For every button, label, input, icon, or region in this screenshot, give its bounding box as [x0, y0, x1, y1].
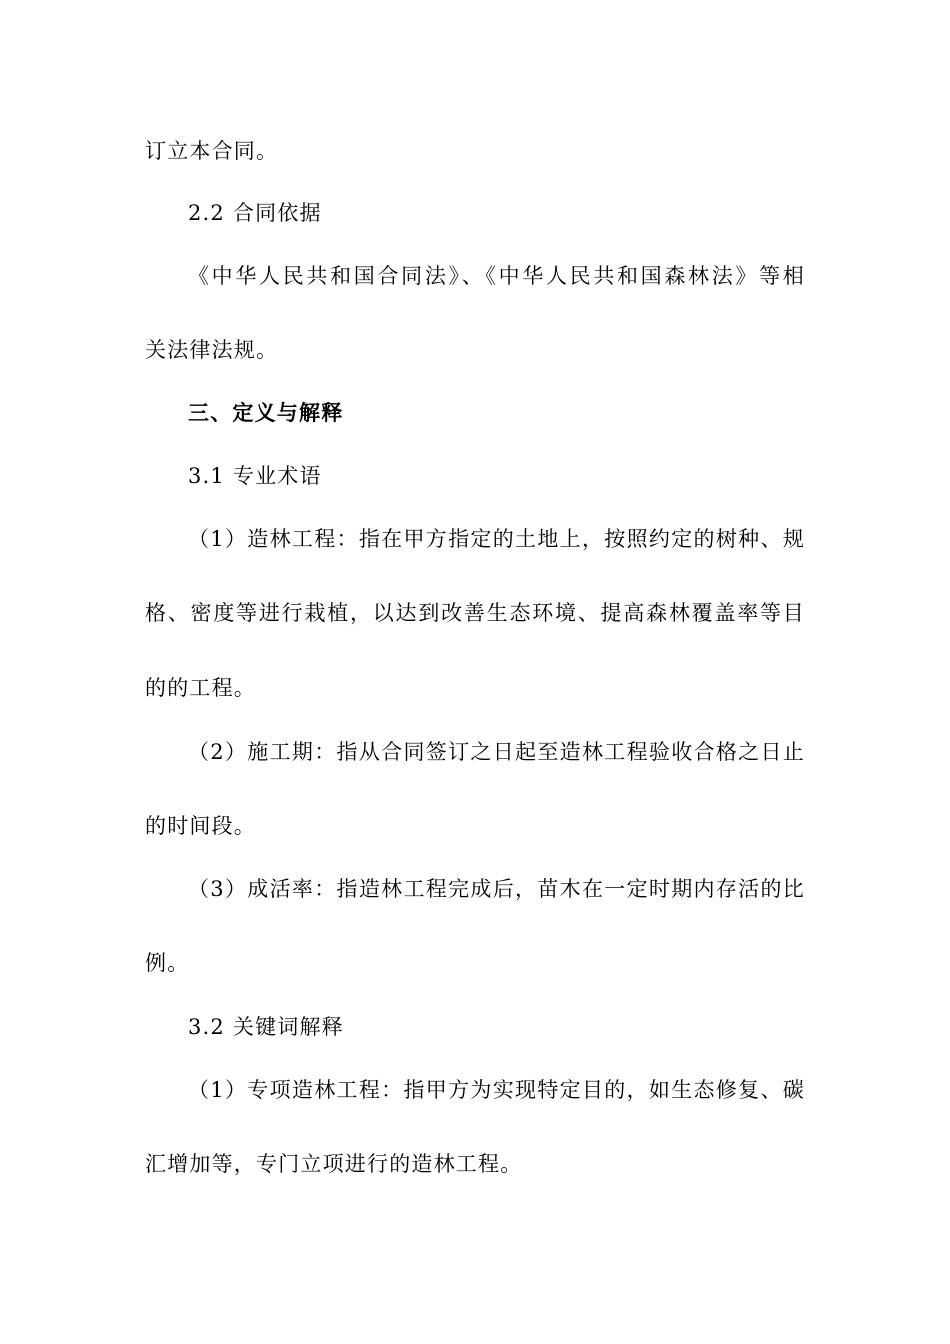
section-heading-3-1: 3.1 专业术语 [188, 464, 322, 488]
chapter-heading: 三、定义与解释 [188, 400, 344, 425]
paragraph-line: （3）成活率：指造林工程完成后，苗木在一定时期内存活的比 [188, 877, 805, 901]
paragraph-line: 《中华人民共和国合同法》、《中华人民共和国森林法》等相 [188, 264, 805, 288]
paragraph-line: （1）专项造林工程：指甲方为实现特定目的，如生态修复、碳 [188, 1078, 805, 1102]
paragraph-line: （2）施工期：指从合同签订之日起至造林工程验收合格之日止 [188, 740, 805, 764]
paragraph-line: 的的工程。 [145, 676, 256, 700]
section-heading-3-2: 3.2 关键词解释 [188, 1015, 344, 1039]
paragraph-line: 格、密度等进行栽植，以达到改善生态环境、提高森林覆盖率等目 [145, 601, 805, 625]
paragraph-line: 汇增加等，专门立项进行的造林工程。 [145, 1152, 523, 1176]
paragraph-line: 关法律法规。 [145, 338, 279, 362]
paragraph-line: 例。 [145, 951, 190, 975]
paragraph-continuation: 订立本合同。 [145, 139, 279, 163]
section-heading-2-2: 2.2 合同依据 [188, 201, 322, 225]
paragraph-line: （1）造林工程：指在甲方指定的土地上，按照约定的树种、规 [188, 527, 805, 551]
paragraph-line: 的时间段。 [145, 814, 256, 838]
